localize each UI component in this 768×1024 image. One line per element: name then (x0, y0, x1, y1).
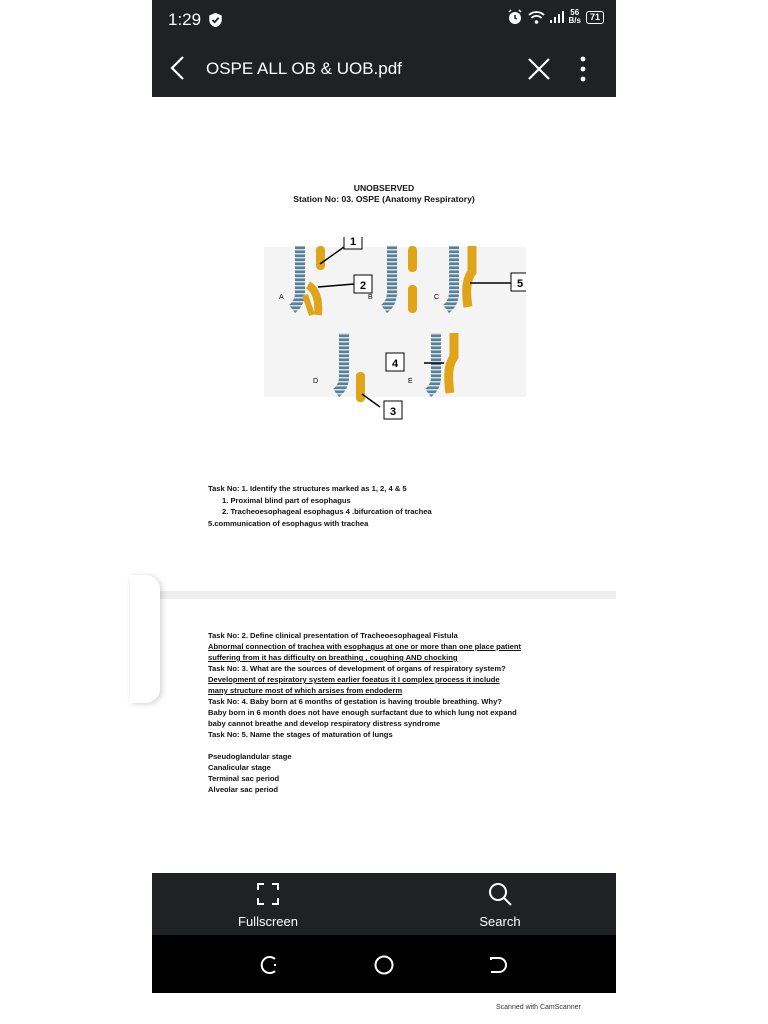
letter-d: D (313, 378, 319, 385)
task4-answer-line2: baby cannot breathe and develop respiratory distress syndrome (208, 719, 441, 728)
home-icon[interactable] (373, 954, 395, 976)
shield-icon (208, 12, 223, 28)
task3-answer-line1: Development of respiratory system earlier foeatus it I complex process it include (208, 675, 500, 684)
fullscreen-button[interactable] (208, 881, 328, 929)
task1-block (208, 483, 432, 529)
signal-icon (550, 11, 564, 23)
task1-item-1: 1. Proximal blind part of esophagus (222, 495, 351, 505)
back-nav-icon[interactable] (487, 954, 509, 976)
task1-title: Task No: 1. Identify the structures marked as 1, 2, 4 & 5 (208, 484, 407, 493)
page-separator (152, 591, 616, 599)
app-bar (152, 40, 616, 97)
search-icon (487, 881, 513, 907)
network-speed-value: 56 (570, 8, 580, 17)
network-speed (569, 9, 581, 25)
letter-c: C (434, 294, 440, 301)
task3-title: Task No: 3. What are the sources of development of organs of respiratory system? (208, 664, 506, 673)
alarm-icon (507, 9, 523, 25)
stage-3: Terminal sac period (208, 774, 280, 783)
task2-answer-line2: suffering from it has difficulty on breathing , coughing AND chocking (208, 653, 458, 662)
task3-answer-line2: many structure most of which arsises from endoderm (208, 686, 403, 695)
stage-1: Pseudoglandular stage (208, 752, 292, 761)
back-button[interactable] (168, 54, 188, 82)
label-5: 5 (516, 278, 524, 290)
system-nav-bar (152, 935, 616, 993)
side-drawer-handle[interactable] (130, 575, 160, 703)
bottom-toolbar (152, 873, 616, 935)
stage-4: Alveolar sac period (208, 785, 279, 794)
search-label: Search (479, 914, 521, 929)
letter-e: E (408, 378, 413, 385)
close-button[interactable] (526, 56, 552, 82)
tasks-block (208, 630, 521, 795)
network-speed-unit: B/s (568, 16, 581, 25)
fullscreen-icon (255, 881, 281, 907)
task4-title: Task No: 4. Baby born at 6 months of gestation is having trouble breathing. Why? (208, 697, 502, 706)
status-icons (507, 9, 604, 25)
document-title: OSPE ALL OB & UOB.pdf (206, 59, 402, 78)
label-4: 4 (391, 358, 399, 370)
station-title: Station No: 03. OSPE (Anatomy Respiratory) (293, 194, 475, 204)
task2-answer-line1: Abnormal connection of trachea with esophagus at one or more than one place patient (208, 642, 522, 651)
task1-extra: 5.communication of esophagus with trachea (208, 518, 369, 528)
label-2: 2 (359, 280, 367, 292)
task1-item-2: 2. Tracheoesophageal esophagus 4 .bifurcation of trachea (222, 507, 432, 516)
more-menu-button[interactable] (576, 54, 590, 84)
fullscreen-label: Fullscreen (238, 914, 298, 929)
status-bar (152, 0, 616, 40)
letter-b: B (368, 294, 373, 301)
task4-answer-line1: Baby born in 6 month does not have enough surfactant due to which lung not expand (208, 708, 517, 717)
stage-2: Canalicular stage (208, 763, 271, 772)
wifi-icon (528, 10, 545, 24)
task5-title: Task No: 5. Name the stages of maturation of lungs (208, 730, 393, 739)
scanner-credit: Scanned with CamScanner (496, 1004, 581, 1011)
label-1: 1 (349, 237, 357, 248)
search-button[interactable] (440, 881, 560, 929)
phone-screen (152, 0, 616, 993)
status-time: 1:29 (168, 10, 202, 29)
task2-title: Task No: 2. Define clinical presentation of Tracheoesophageal Fistula (208, 631, 458, 640)
letter-a: A (279, 294, 284, 301)
label-3: 3 (389, 406, 397, 418)
tracheoesophageal-diagram (264, 237, 526, 427)
recent-apps-icon[interactable] (259, 954, 281, 976)
page-heading: UNOBSERVED (353, 183, 415, 193)
battery-indicator: 71 (586, 11, 604, 24)
